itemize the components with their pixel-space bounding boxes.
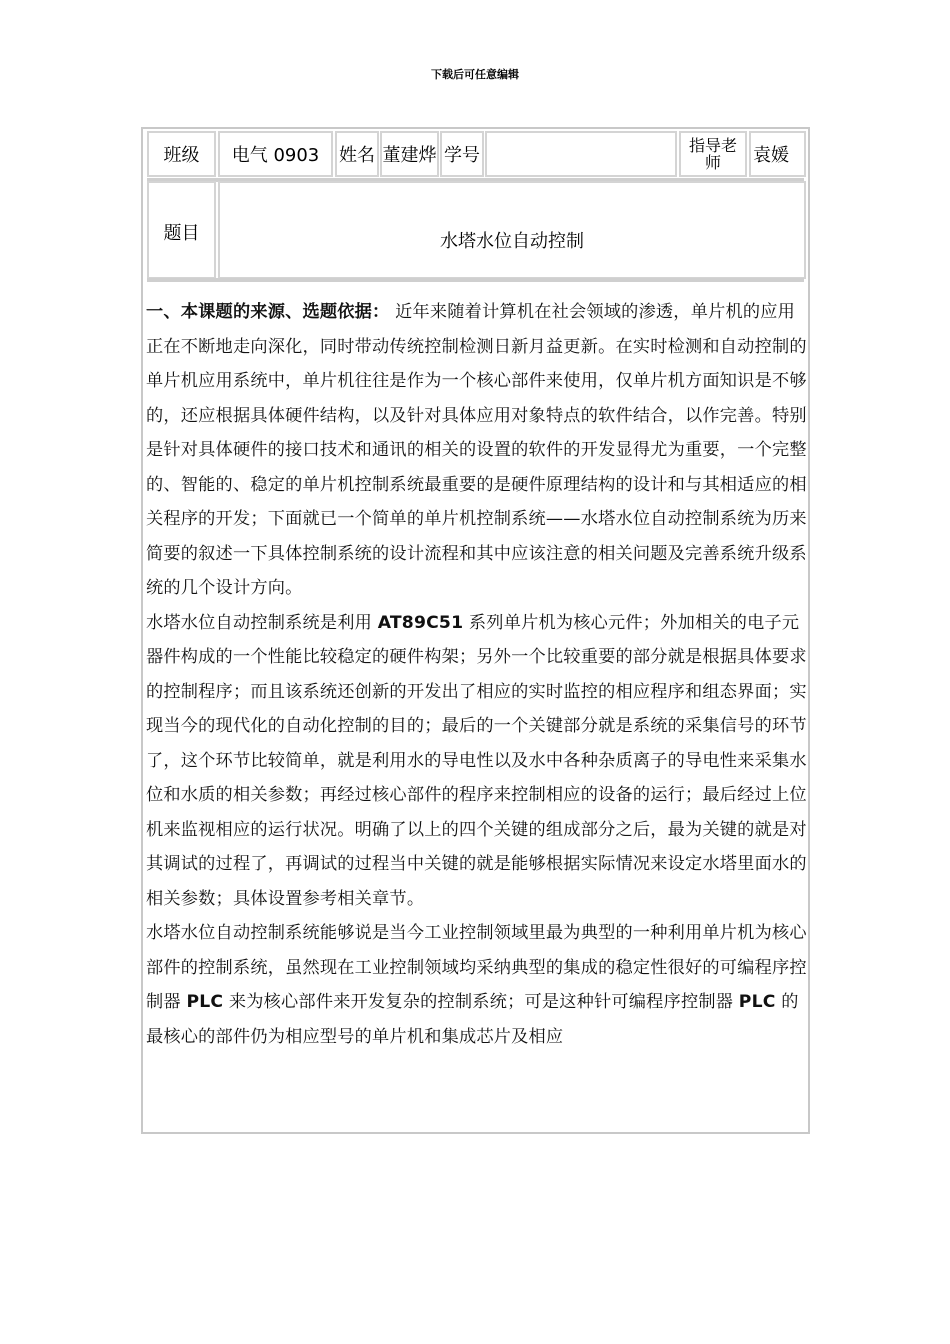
name-value: 董建烨 [382, 145, 437, 166]
paragraph-3 [146, 916, 810, 1054]
class-value: 电气 0903 [231, 145, 320, 166]
id-label-cell [440, 131, 484, 177]
class-label: 班级 [163, 145, 200, 166]
paragraph-text: 的最核心的部件仍为相应型号的单片机和集成芯片及相应 [146, 992, 799, 1047]
topic-value-cell [218, 181, 806, 279]
plc-term: PLC [738, 992, 776, 1012]
section-heading: 一、本课题的来源、选题依据： [146, 302, 390, 322]
name-value-cell [380, 131, 439, 177]
section-body [146, 295, 810, 1054]
class-label-cell [147, 131, 216, 177]
header-note: 下载后可任意编辑 [431, 68, 519, 81]
topic-value: 水塔水位自动控制 [440, 231, 584, 252]
paragraph-1 [146, 295, 810, 606]
report-form [141, 127, 810, 1134]
paragraph-text: 水塔水位自动控制系统是利用 [146, 612, 378, 633]
name-label: 姓名 [339, 145, 375, 166]
paragraph-text: 来为核心部件来开发复杂的控制系统；可是这种针可编程序控制器 [223, 992, 739, 1012]
row-divider [147, 278, 804, 282]
advisor-value: 袁媛 [753, 145, 789, 166]
paragraph-text: 水塔水位自动控制系统能够说是当今工业控制领域里最为典型的一种利用单片机为核心部件的控制系统，虽然现在工业控制领域均采纳典型的集成的稳定性很好的可编程序控制器 [146, 923, 807, 1012]
topic-label: 题目 [163, 223, 200, 244]
chip-model: AT89C51 [377, 612, 464, 633]
advisor-label: 指导老师 [688, 136, 737, 172]
advisor-value-cell [749, 131, 806, 177]
plc-term: PLC [186, 992, 224, 1012]
id-label: 学号 [444, 145, 480, 166]
id-value-cell [485, 131, 677, 177]
class-value-cell [218, 131, 333, 177]
advisor-label-cell [679, 131, 747, 177]
paragraph-2 [146, 606, 810, 917]
paragraph-text: 近年来随着计算机在社会领域的渗透，单片机的应用正在不断地走向深化，同时带动传统控制检测日新月益更新。在实时检测和自动控制的单片机应用系统中，单片机往往是作为一个核心部件来使用，仅单片机方面知识是不够的，还应根据具体硬件结构，以及针对具体应用对象特点的软件结合，以作完善。特别是针对具体硬件的接口技术和通讯的相关的设置的软件的开发显得尤为重要，一个完整的、智能的、稳定的单片机控制系统最重要的是硬件原理结构的设计和与其相适应的相关程序的开发；下面就已一个简单的单片机控制系统——水塔水位自动控制系统为历来简要的叙述一下具体控制系统的设计流程和其中应该注意的相关问题及完善系统升级系统的几个设计方向。 [146, 302, 807, 598]
name-label-cell [335, 131, 379, 177]
paragraph-text: 系列单片机为核心元件；外加相关的电子元器件构成的一个性能比较稳定的硬件构架；另外一个比较重要的部分就是根据具体要求的控制程序；而且该系统还创新的开发出了相应的实时监控的相应程序和组态界面；实现当今的现代化的自动化控制的目的；最后的一个关键部分就是系统的采集信号的环节了，这个环节比较简单，就是利用水的导电性以及水中各种杂质离子的导电性来采集水位和水质的相关参数；再经过核心部件的程序来控制相应的设备的运行；最后经过上位机来监视相应的运行状况。明确了以上的四个关键的组成部分之后，最为关键的就是对其调试的过程了，再调试的过程当中关键的就是能够根据实际情况来设定水塔里面水的相关参数；具体设置参考相关章节。 [146, 612, 807, 909]
topic-label-cell [147, 181, 216, 279]
